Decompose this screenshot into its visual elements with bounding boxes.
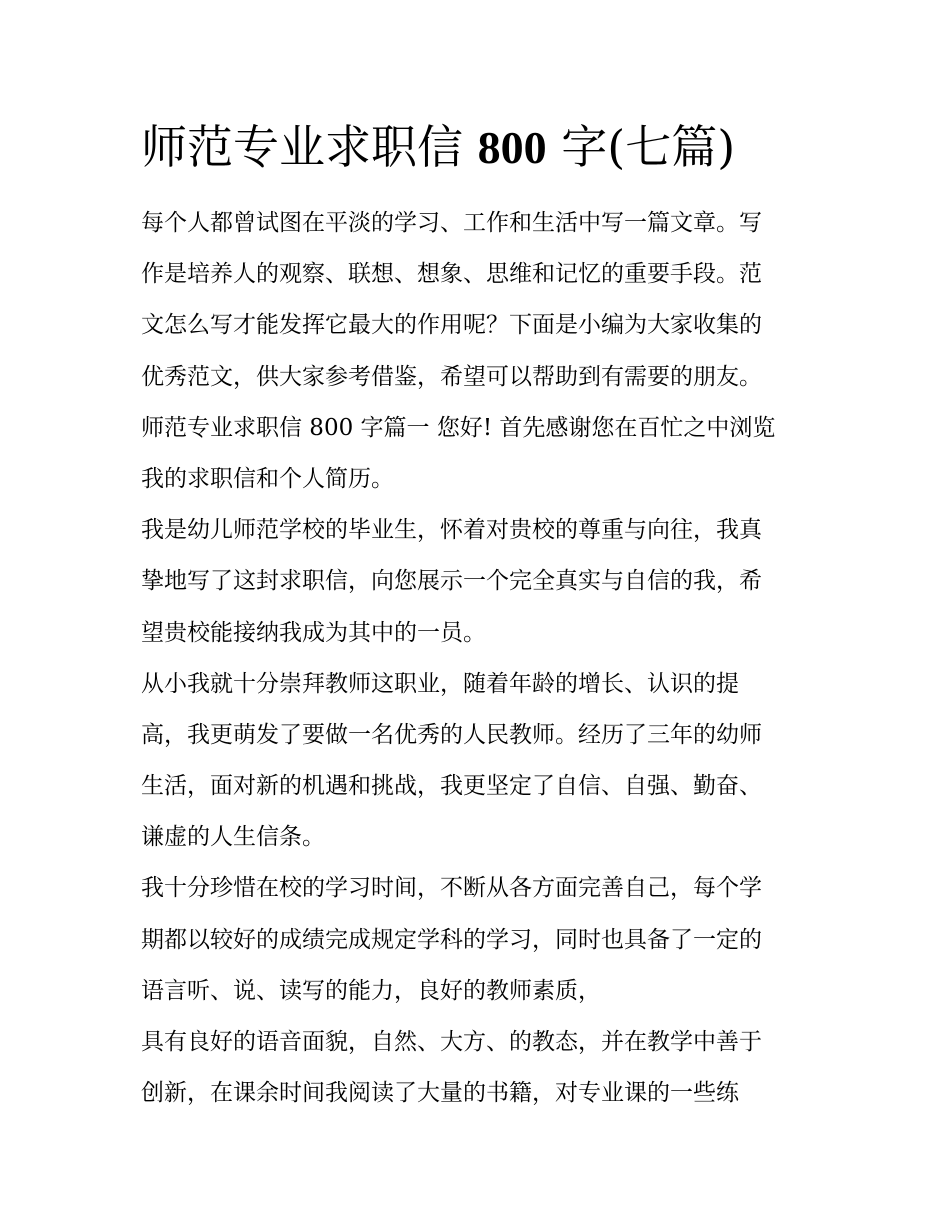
paragraph-self-intro — [141, 505, 821, 659]
text-line: 生活，面对新的机遇和挑战，我更坚定了自信、自强、勤奋、 — [141, 773, 762, 800]
text-line: 我十分珍惜在校的学习时间，不断从各方面完善自己，每个学 — [141, 875, 762, 902]
text-line: 期都以较好的成绩完成规定学科的学习，同时也具备了一定的 — [141, 926, 762, 953]
text-line: 文怎么写才能发挥它最大的作用呢？下面是小编为大家收集的 — [141, 312, 762, 339]
paragraph-intro — [141, 198, 821, 403]
text-line: 谦虚的人生信条。 — [141, 824, 325, 851]
text-line: 我的求职信和个人简历。 — [141, 465, 394, 492]
document-title — [141, 112, 735, 183]
text-line: 我是幼儿师范学校的毕业生，怀着对贵校的尊重与向往，我真 — [141, 517, 762, 544]
paragraph-study — [141, 863, 821, 1017]
title-text: 师范专业求职信 — [141, 120, 478, 174]
text-line: 每个人都曾试图在平淡的学习、工作和生活中写一篇文章。写 — [141, 210, 762, 236]
text-line: 高，我更萌发了要做一名优秀的人民教师。经历了三年的幼师 — [141, 721, 762, 748]
text-line: 作是培养人的观察、联想、想象、思维和记忆的重要手段。范 — [141, 261, 762, 288]
title-suffix: 字(七篇) — [546, 120, 736, 174]
text-line: 挚地写了这封求职信，向您展示一个完全真实与自信的我，希 — [141, 568, 762, 595]
text-line: 望贵校能接纳我成为其中的一员。 — [141, 619, 486, 646]
paragraph-aspiration — [141, 659, 821, 864]
document-body — [141, 198, 821, 1119]
title-number: 800 — [477, 122, 547, 173]
text-line: 师范专业求职信 800 字篇一 您好! 首先感谢您在百忙之中浏览 — [141, 414, 776, 441]
text-line: 优秀范文，供大家参考借鉴，希望可以帮助到有需要的朋友。 — [141, 363, 762, 390]
text-line: 语言听、说、读写的能力，良好的教师素质， — [141, 977, 601, 1004]
text-line: 创新，在课余时间我阅读了大量的书籍，对专业课的一些练 — [141, 1080, 739, 1107]
text-line: 从小我就十分崇拜教师这职业，随着年龄的增长、认识的提 — [141, 670, 739, 697]
paragraph-greeting — [141, 403, 821, 505]
paragraph-qualities — [141, 1017, 821, 1119]
text-line: 具有良好的语音面貌，自然、大方、的教态，并在教学中善于 — [141, 1029, 762, 1055]
